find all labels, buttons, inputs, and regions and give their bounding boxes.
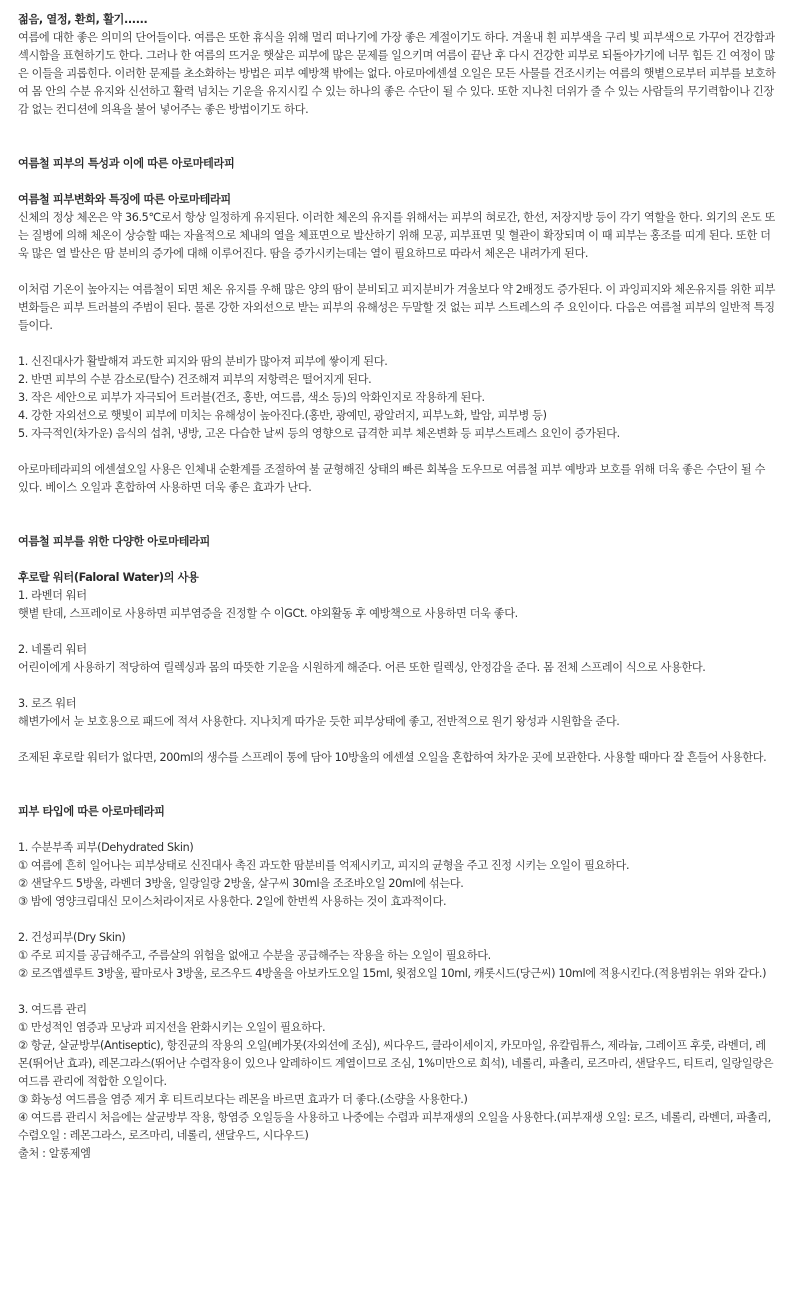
acne-care-title: 3. 여드름 관리 bbox=[18, 1003, 87, 1016]
intro-heading: 젊음, 열정, 환희, 활기...... bbox=[18, 13, 148, 26]
floral-water-section bbox=[18, 533, 776, 767]
list-item: ② 항균, 살균방부(Antiseptic), 항진균의 작용의 오일(베가못(자외선에 조심), 씨다우드, 클라이세이지, 카모마일, 유칼립튜스, 제라늄, 그레이프 후룻, 라벤더, 레몬(뛰어난 효과), 레몬그라스(뛰어난 수렴작용이 있으나 알레하이드 계열이므로 조심, 1%미만으로 희석), 네롤리, 파촐리, 로즈마리, 샌달우드, 티트리, 일랑일랑은 여드름 관리에 적합한 오일이다. bbox=[18, 1039, 774, 1088]
summer-skin-list bbox=[18, 353, 776, 443]
section1-title: 여름철 피부의 특성과 이에 따른 아로마테라피 bbox=[18, 157, 235, 170]
neroli-water-text: 어린이에게 사용하기 적당하여 릴렉싱과 몸의 따뜻한 기운을 시원하게 해준다. 어른 또한 릴렉싱, 안정감을 준다. 몸 전체 스프레이 식으로 사용한다. bbox=[18, 661, 706, 674]
floral-water-note: 조제된 후로랄 워터가 없다면, 200ml의 생수를 스프레이 통에 담아 10방울의 에센셜 오일을 혼합하여 차가운 곳에 보관한다. 사용할 때마다 잘 흔들어 사용한다. bbox=[18, 751, 767, 764]
section3-title: 피부 타입에 따른 아로마테라피 bbox=[18, 805, 165, 818]
list-item: 5. 자극적인(차가운) 음식의 섭취, 냉방, 고온 다습한 날씨 등의 영향으로 급격한 피부 체온변화 등 피부스트레스 요인이 증가된다. bbox=[18, 427, 620, 440]
lavender-water-title: 1. 라벤더 워터 bbox=[18, 589, 87, 602]
dry-skin-title: 2. 건성피부(Dry Skin) bbox=[18, 931, 126, 944]
list-item: 3. 작은 세안으로 피부가 자극되어 트러블(건조, 홍반, 여드름, 색소 등)의 악화인지로 작용하게 된다. bbox=[18, 391, 485, 404]
list-item: ② 로즈앱셀루트 3방울, 팔마로사 3방울, 로즈우드 4방울을 아보카도오일 15ml, 윗점오일 10ml, 캐롯시드(당근씨) 10ml에 적용시킨다.(적용범위는 위와 같다.) bbox=[18, 967, 767, 980]
section1-subtitle: 여름철 피부변화와 특징에 따른 아로마테라피 bbox=[18, 193, 231, 206]
list-item: 4. 강한 자외선으로 햇빛이 피부에 미치는 유해성이 높아진다.(홍반, 광예민, 광알러지, 피부노화, 발암, 피부병 등) bbox=[18, 409, 547, 422]
lavender-water-text: 햇볕 탄데, 스프레이로 사용하면 피부염증을 진정할 수 이GCt. 야외활동 후 예방책으로 사용하면 더욱 좋다. bbox=[18, 607, 518, 620]
list-item: 1. 신진대사가 활발해져 과도한 피지와 땀의 분비가 많아져 피부에 쌓이게 된다. bbox=[18, 355, 388, 368]
skin-type-section bbox=[18, 803, 776, 1163]
section1-paragraph-3: 아로마테라피의 에센셜오일 사용은 인체내 순환계를 조절하여 불 균형해진 상태의 빠른 회복을 도우므로 여름철 피부 예방과 보호를 위해 더욱 좋은 수단이 될 수 있다. 베이스 오일과 혼합하여 사용하면 더욱 좋은 효과가 난다. bbox=[18, 463, 766, 494]
list-item: ④ 여드름 관리시 처음에는 살균방부 작용, 항염증 오일등을 사용하고 나중에는 수렴과 피부재생의 오일을 사용한다.(피부재생 오일: 로즈, 네롤리, 라벤더, 파촐리, 수렴오일 : 레몬그라스, 로즈마리, 네롤리, 샌달우드, 시다우드) bbox=[18, 1111, 771, 1142]
list-item: ② 샌달우드 5방울, 라벤더 3방울, 일랑일랑 2방울, 살구씨 30ml을 조조바오일 20ml에 섞는다. bbox=[18, 877, 464, 890]
list-item: ① 만성적인 염증과 모낭과 피지선을 완화시키는 오일이 필요하다. bbox=[18, 1021, 326, 1034]
section1-paragraph-1: 신체의 정상 체온은 약 36.5℃로서 항상 일정하게 유지된다. 이러한 체온의 유지를 위해서는 피부의 혀로간, 한선, 저장지방 등이 각기 역할을 한다. 외기의 온도 또는 질병에 의해 체온이 상승할 때는 자율적으로 체내의 열을 체표면으로 발산하기 위해 모공, 피부표면 및 혈관이 확장되며 이 때 피부는 홍조를 띠게 된다. 또한 더욱 많은 열 발산은 땀 분비의 증가에 대해 이루어진다. 땀을 증가시키는데는 열이 필요하므로 따라서 체온은 내려가게 된다. bbox=[18, 211, 775, 260]
list-item: 2. 반면 피부의 수분 감소로(탈수) 건조해져 피부의 저항력은 떨어지게 된다. bbox=[18, 373, 372, 386]
summer-skin-section bbox=[18, 155, 776, 497]
list-item: ① 주로 피지를 공급해주고, 주름살의 위험을 없애고 수분을 공급해주는 작용을 하는 오일이 필요하다. bbox=[18, 949, 491, 962]
dehydrated-skin-title: 1. 수분부족 피부(Dehydrated Skin) bbox=[18, 841, 194, 854]
section2-subtitle: 후로랄 워터(Faloral Water)의 사용 bbox=[18, 571, 199, 584]
intro-paragraph: 여름에 대한 좋은 의미의 단어들이다. 여름은 또한 휴식을 위해 멀리 떠나기에 가장 좋은 계절이기도 하다. 겨울내 흰 피부색을 구리 빛 피부색으로 가꾸어 건강함과 섹시함을 표현하기도 한다. 그러나 한 여름의 뜨거운 햇살은 피부에 많은 문제를 일으키며 여름이 끝난 후 다시 건강한 피부로 되돌아가기에 너무 힘든 긴 여정이 많은 이들을 괴롭힌다. 이러한 문제를 초소화하는 방법은 피부 예방책 밖에는 없다. 아로마에센셜 오일은 모든 사물를 건조시키는 여름의 햇볕으로부터 피부를 보호하여 몸 안의 수분 유지와 신선하고 활력 넘치는 기운을 유지시킬 수 있는 하나의 좋은 수단이 될 수 있다. 또한 지나친 더위가 줄 수 있는 사람들의 무기력함이나 긴장감 없는 컨디션에 의욕을 불어 넣어주는 좋은 방법이기도 하다. bbox=[18, 31, 776, 116]
rose-water-title: 3. 로즈 워터 bbox=[18, 697, 77, 710]
list-item: ③ 화농성 여드름을 염증 제거 후 티트리보다는 레몬을 바르면 효과가 더 좋다.(소량을 사용한다.) bbox=[18, 1093, 468, 1106]
intro-section bbox=[18, 0, 776, 119]
section1-paragraph-2: 이처럼 기온이 높아지는 여름철이 되면 체온 유지를 우해 많은 양의 땀이 분비되고 피지분비가 겨울보다 약 2배정도 증가된다. 이 과잉피지와 체온유지를 위한 피부변화들은 피부 트러블의 주범이 된다. 물론 강한 자외선으로 받는 피부의 유해성은 두말할 것 없는 피부 스트레스의 주 요인이다. 다음은 여름철 피부의 일반적 특징들이다. bbox=[18, 283, 776, 332]
rose-water-text: 해변가에서 눈 보호용으로 패드에 적셔 사용한다. 지나치게 따가운 듯한 피부상태에 좋고, 전반적으로 원기 왕성과 시원함을 준다. bbox=[18, 715, 620, 728]
list-item: ③ 밤에 영양크림대신 모이스처라이저로 사용한다. 2일에 한번씩 사용하는 것이 효과적이다. bbox=[18, 895, 447, 908]
neroli-water-title: 2. 네롤리 워터 bbox=[18, 643, 87, 656]
source-credit: 출처 : 알롱제엠 bbox=[18, 1147, 91, 1160]
list-item: ① 여름에 흔히 일어나는 피부상태로 신진대사 촉진 과도한 땀분비를 억제시키고, 피지의 균형을 주고 진정 시키는 오일이 필요하다. bbox=[18, 859, 630, 872]
section2-title: 여름철 피부를 위한 다양한 아로마테라피 bbox=[18, 535, 210, 548]
